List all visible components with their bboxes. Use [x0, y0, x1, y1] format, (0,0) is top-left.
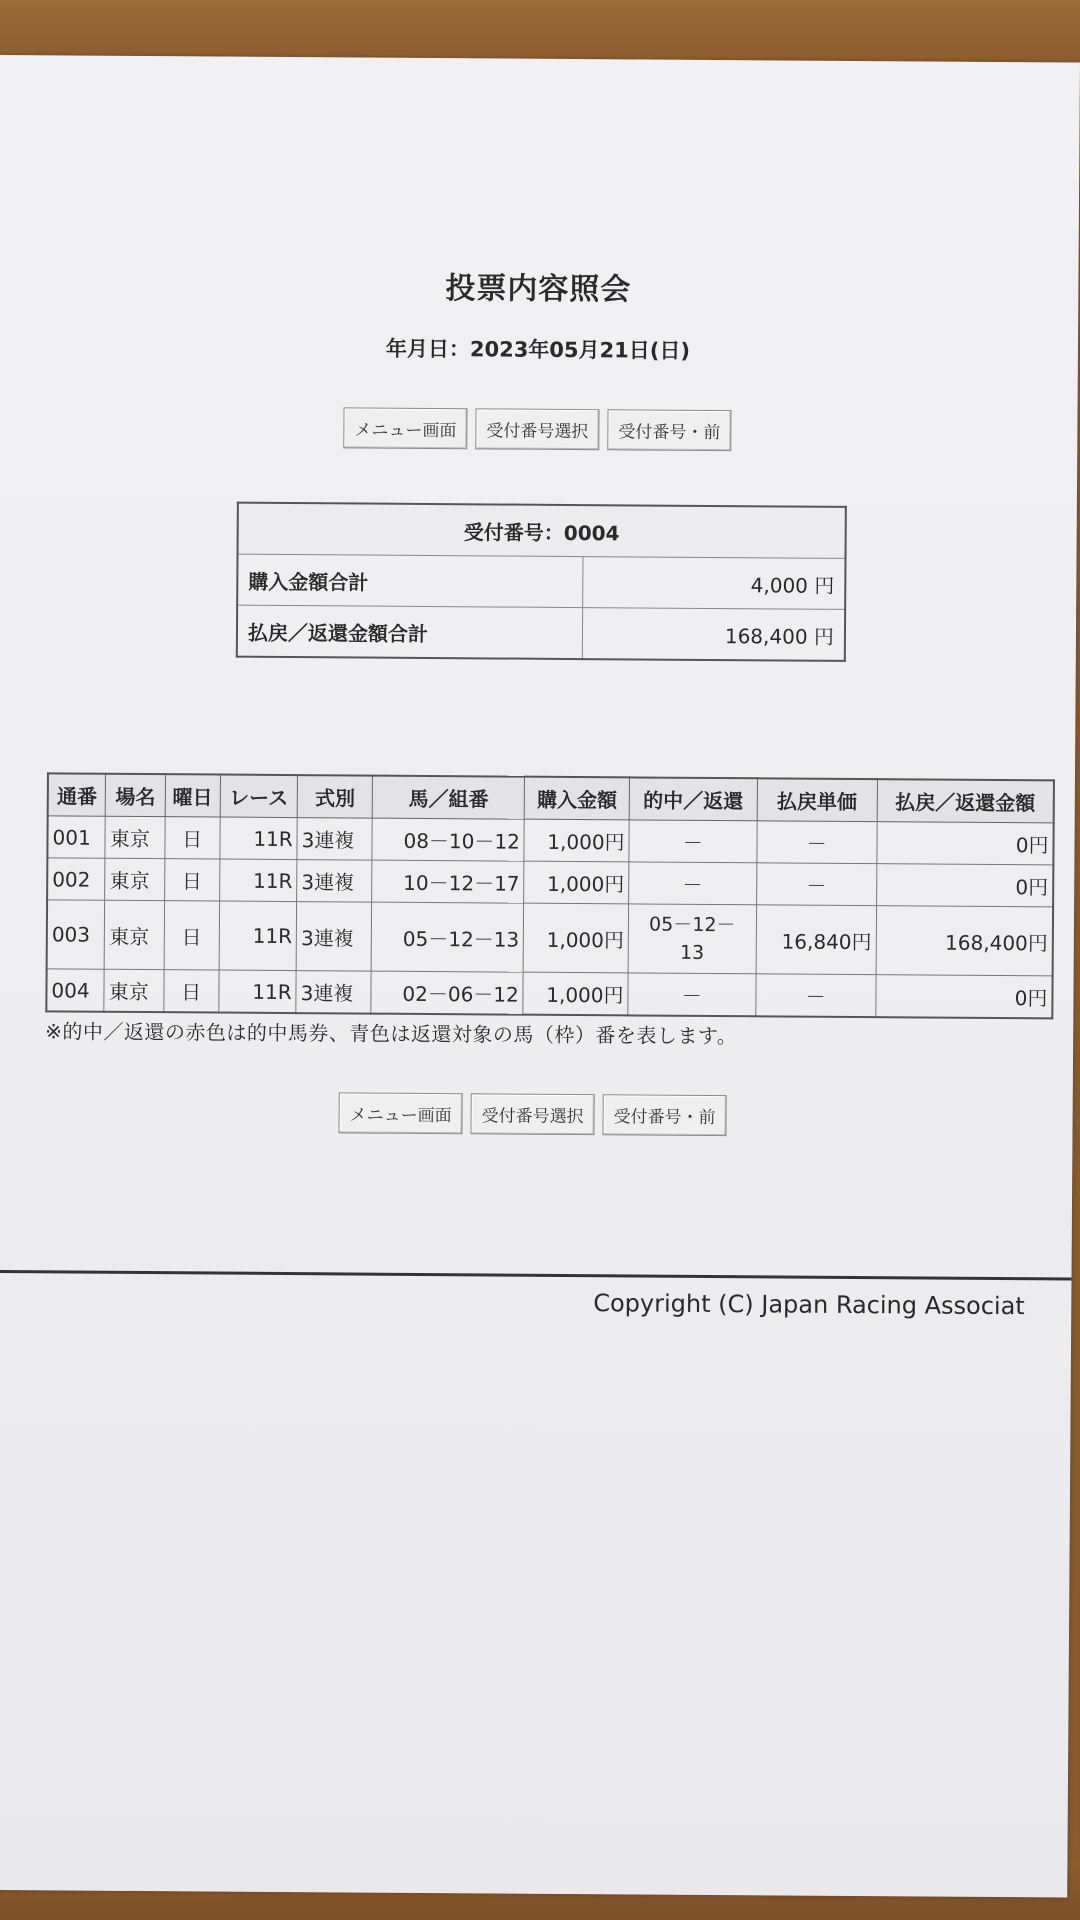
cell-unit: － — [756, 821, 876, 864]
cell-venue: 東京 — [105, 858, 165, 900]
cell-day: 日 — [165, 817, 220, 859]
cell-amount: 1,000円 — [524, 861, 629, 904]
nav-top — [0, 405, 1078, 454]
printed-page — [0, 55, 1080, 1897]
table-row — [47, 858, 1053, 907]
cell-race: 11R — [218, 970, 296, 1013]
cell-venue: 東京 — [104, 969, 164, 1012]
cell-type: 3連複 — [297, 860, 372, 903]
col-header: 曜日 — [165, 774, 220, 817]
cell-combo: 08－10－12 — [372, 818, 524, 861]
cell-unit: 16,840円 — [756, 905, 877, 975]
cell-venue: 東京 — [105, 816, 165, 858]
payout-total-value: 168,400 円 — [582, 608, 845, 661]
table-row — [237, 605, 845, 661]
cell-venue: 東京 — [105, 900, 165, 969]
table-header-row — [48, 773, 1054, 823]
cell-unit: － — [755, 974, 875, 1017]
col-header: 通番 — [48, 773, 106, 816]
cell-amount: 1,000円 — [523, 972, 628, 1015]
cell-combo: 02－06－12 — [371, 971, 523, 1015]
table-row — [46, 969, 1052, 1019]
cell-no: 002 — [47, 858, 105, 900]
cell-day: 日 — [164, 901, 219, 970]
cell-combo: 05－12－13 — [371, 902, 524, 972]
page-title: 投票内容照会 — [445, 271, 632, 308]
cell-hit — [628, 904, 756, 974]
cell-day: 日 — [164, 859, 219, 901]
receipt-select-button[interactable]: 受付番号選択 — [470, 1093, 594, 1135]
hit-line: 13 — [679, 941, 705, 964]
cell-race: 11R — [219, 817, 297, 860]
cell-no: 003 — [47, 900, 105, 969]
cell-hit: － — [629, 820, 757, 863]
col-header: 払戻単価 — [757, 778, 877, 821]
table-row — [237, 554, 845, 609]
cell-amount: 1,000円 — [523, 903, 628, 973]
receipt-prev-button[interactable]: 受付番号・前 — [607, 409, 731, 451]
cell-race: 11R — [219, 859, 297, 902]
cell-amount: 1,000円 — [524, 819, 629, 862]
col-header: 場名 — [106, 774, 166, 817]
cell-day: 日 — [164, 970, 219, 1013]
cell-payout: 0円 — [876, 975, 1053, 1019]
cell-type: 3連複 — [296, 971, 371, 1014]
cell-hit: － — [629, 862, 757, 905]
menu-button[interactable]: メニュー画面 — [338, 1092, 462, 1134]
col-header: レース — [220, 775, 298, 818]
cell-no: 004 — [46, 969, 104, 1012]
copyright-text: Copyright (C) Japan Racing Associat — [593, 1289, 1025, 1321]
receipt-summary-table — [236, 502, 847, 662]
cell-payout: 0円 — [877, 822, 1054, 865]
menu-button[interactable]: メニュー画面 — [343, 407, 467, 449]
bets-table — [45, 772, 1055, 1019]
cell-combo: 10－12－17 — [372, 860, 524, 903]
nav-bottom — [0, 1090, 1073, 1139]
cell-hit: － — [628, 973, 756, 1016]
purchase-total-label: 購入金額合計 — [237, 554, 582, 607]
cell-payout: 0円 — [876, 864, 1053, 907]
payout-total-label: 払戻／返還金額合計 — [237, 605, 582, 659]
cell-unit: － — [756, 863, 876, 906]
receipt-number: 受付番号：0004 — [238, 503, 846, 559]
date-label: 年月日：2023年05月21日(日) — [385, 336, 691, 363]
hit-line: 05－12－ — [649, 913, 736, 937]
footer-divider — [0, 1270, 1071, 1281]
receipt-prev-button[interactable]: 受付番号・前 — [602, 1094, 726, 1136]
col-header: 馬／組番 — [372, 776, 524, 820]
col-header: 払戻／返還金額 — [877, 779, 1054, 823]
col-header: 式別 — [297, 775, 372, 818]
col-header: 的中／返還 — [629, 777, 757, 820]
cell-type: 3連複 — [297, 818, 372, 861]
receipt-select-button[interactable]: 受付番号選択 — [475, 408, 599, 450]
table-row — [47, 900, 1053, 976]
cell-race: 11R — [219, 901, 297, 971]
legend-note: ※的中／返還の赤色は的中馬券、青色は返還対象の馬（枠）番を表します。 — [45, 1019, 738, 1049]
purchase-total-value: 4,000 円 — [582, 557, 845, 610]
col-header: 購入金額 — [525, 777, 630, 820]
cell-type: 3連複 — [296, 902, 371, 972]
cell-no: 001 — [47, 816, 105, 858]
cell-payout: 168,400円 — [876, 906, 1053, 976]
table-row — [47, 816, 1053, 865]
